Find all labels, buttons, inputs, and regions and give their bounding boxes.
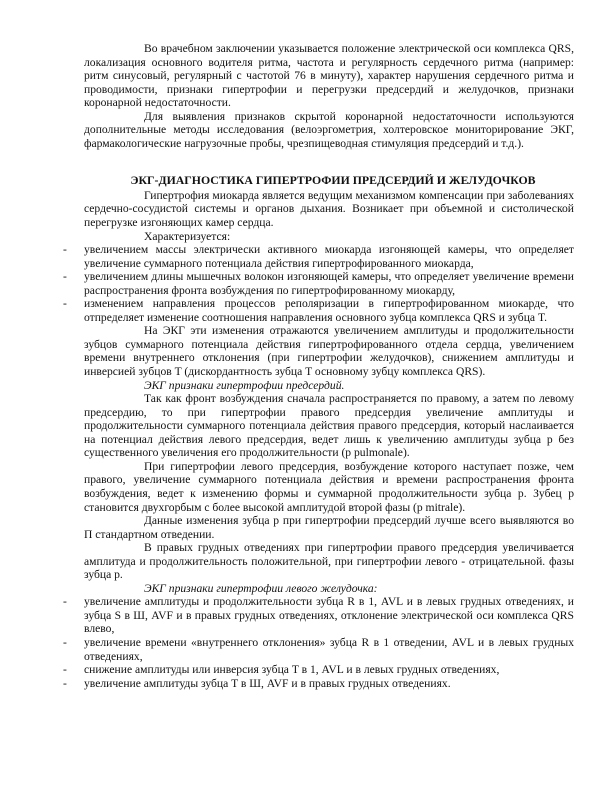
atrial-paragraph: Данные изменения зубца p при гипертрофии предсердий лучше всего выявляются во П стандартном отведении. [84, 514, 574, 541]
list-item-text: снижение амплитуды или инверсия зубца T в 1, AVL и в левых грудных отведениях, [84, 663, 500, 677]
atrial-paragraph: При гипертрофии левого предсердия, возбуждение которого наступает позже, чем правого, увеличение суммарного потенциала действия и времени распространения фронта возбуждения, ведет к изменению формы и суммарной продолжительности зубца p. Зубец p становится двухгорбым с более высокой амплитудой второй фазы (p mitrale). [84, 459, 574, 514]
dash-bullet: - [63, 663, 67, 677]
hypertrophy-intro: Гипертрофия миокарда является ведущим механизмом компенсации при заболеваниях сердечно-сосудистой системы и органов дыхания. Возникает при объемной и систолической перегрузке изгоняющих камер сердца. [84, 188, 574, 230]
ventricle-signs-list [63, 595, 574, 690]
document-page [63, 42, 574, 690]
dash-bullet: - [63, 243, 67, 257]
intro-paragraph: Во врачебном заключении указывается положение электрической оси комплекса QRS, локализация основного водителя ритма, частота и регулярность сердечного ритма (например: ритм синусовый, регулярный с частотой 76 в минуту), характер нарушения сердечного ритма и проводимости, признаки гипертрофии и перегрузки предсердий и желудочков, признаки коронарной недостаточности. [84, 42, 574, 110]
characteristics-list [63, 243, 574, 324]
list-item [63, 663, 574, 677]
intro-paragraph: Для выявления признаков скрытой коронарной недостаточности используются дополнительные методы исследования (велоэргометрия, холтеровское мониторирование ЭКГ, фармакологические нагрузочные пробы, чрезпищеводная стимуляция предсердий и т.д.). [84, 109, 574, 150]
list-item-text: увеличением длины мышечных волокон изгоняющей камеры, что определяет увеличение времени распространения фронта возбуждения по гипертрофированному миокарду, [84, 270, 574, 297]
list-item-text: увеличением массы электрически активного миокарда изгоняющей камеры, что определяет увеличение суммарного потенциала действия гипертрофированного миокарда, [84, 243, 574, 270]
list-item [63, 595, 574, 636]
dash-bullet: - [63, 635, 67, 649]
list-item [63, 243, 574, 270]
spacer [84, 150, 574, 174]
dash-bullet: - [63, 676, 67, 690]
list-item [63, 676, 574, 691]
atrial-paragraph: Так как фронт возбуждения сначала распространяется по правому, а затем по левому предсердию, то при гипертрофии правого предсердия увеличение амплитуды и продолжительности суммарного потенциала действия правого предсердия, который наслаивается на потенциал действия левого предсердия, ведет лишь к увеличению амплитуды зубца p без существенного увеличения его продолжительности (p pulmonale). [84, 392, 574, 460]
list-item-text: увеличение амплитуды зубца T в Ш, AVF и в правых грудных отведениях. [84, 676, 451, 690]
atrial-paragraph: В правых грудных отведениях при гипертрофии правого предсердия увеличивается амплитуда и продолжительность положительной, при гипертрофии левого - отрицательной. фазы зубца p. [84, 541, 574, 582]
ventricle-heading: ЭКГ признаки гипертрофии левого желудочка: [144, 581, 378, 595]
ecg-reflection-paragraph: На ЭКГ эти изменения отражаются увеличением амплитуды и продолжительности зубцов суммарного потенциала действия гипертрофированного отдела сердца, увеличением времени внутреннего отклонения (при гипертрофии желудочков), снижением амплитуды и инверсией зубцов T (дискордантность зубца T основному зубцу комплекса QRS). [84, 324, 574, 379]
atrial-heading: ЭКГ признаки гипертрофии предсердий. [144, 378, 345, 392]
list-item-text: увеличение времени «внутреннего отклонения» зубца R в 1 отведении, AVL и в левых грудных отведениях, [84, 635, 574, 663]
list-item-text: увеличение амплитуды и продолжительности зубца R в 1, AVL и в левых грудных отведениях, и зубца S в Ш, AVF и в правых грудных отведениях, отклонение электрической оси комплекса QRS влево, [84, 595, 574, 636]
dash-bullet: - [63, 297, 67, 311]
dash-bullet: - [63, 595, 67, 609]
characterized-label: Характеризуется: [144, 229, 231, 243]
list-item [63, 270, 574, 297]
dash-bullet: - [63, 270, 67, 284]
list-item [63, 297, 574, 324]
section-title: ЭКГ-ДИАГНОСТИКА ГИПЕРТРОФИИ ПРЕДСЕРДИЙ И ЖЕЛУДОЧКОВ [130, 173, 536, 188]
list-item-text: изменением направления процессов реполяризации в гипертрофированном миокарде, что отпределяет изменение соотношения направления основного зубца комплекса QRS и зубца T. [84, 297, 574, 324]
list-item [63, 635, 574, 663]
